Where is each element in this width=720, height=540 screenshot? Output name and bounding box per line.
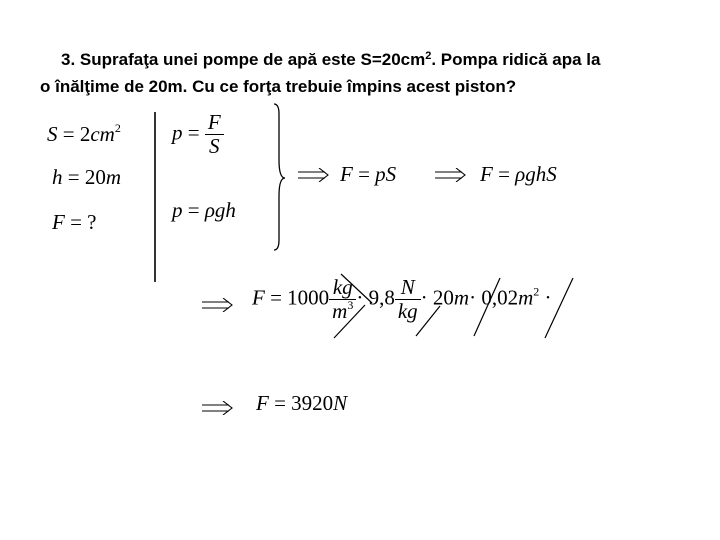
force-formula-1 bbox=[340, 164, 396, 185]
symbol: F bbox=[252, 285, 265, 310]
numeric-calculation bbox=[252, 277, 552, 322]
denominator: kg bbox=[397, 299, 418, 323]
value: · 9,8 bbox=[356, 285, 395, 310]
problem-line-2: o înălţime de 20m. Cu ce forţa trebuie împins acest piston? bbox=[40, 77, 517, 96]
unit: N bbox=[333, 391, 348, 415]
denominator: S bbox=[209, 134, 220, 158]
implies-arrow-icon bbox=[298, 168, 330, 182]
exponent: 2 bbox=[533, 284, 540, 299]
unit: cm bbox=[90, 122, 115, 146]
problem-text: 3. Suprafaţa unei pompe de apă este S=20cm bbox=[61, 50, 426, 69]
symbol: p bbox=[172, 198, 183, 222]
given-area bbox=[47, 121, 121, 146]
value: = 1000 bbox=[264, 285, 330, 310]
given-force bbox=[52, 212, 97, 233]
expression: ρgh bbox=[204, 198, 236, 222]
implies-arrow-icon bbox=[202, 298, 234, 312]
value: · 20 bbox=[420, 285, 454, 310]
symbol: F bbox=[340, 162, 353, 186]
symbol: h bbox=[52, 165, 63, 189]
problem-text: . Pompa ridică apa la bbox=[431, 50, 601, 69]
unit: m bbox=[105, 165, 122, 189]
equals: = bbox=[352, 162, 376, 186]
value: = ? bbox=[64, 210, 97, 234]
operator: · bbox=[539, 285, 552, 310]
value: = 20 bbox=[62, 165, 106, 189]
result bbox=[256, 393, 347, 414]
value: = 3920 bbox=[268, 391, 334, 415]
expression: ρghS bbox=[515, 162, 557, 186]
unit: m bbox=[518, 285, 534, 310]
unit: m bbox=[332, 299, 348, 323]
equals: = bbox=[492, 162, 516, 186]
expression: pS bbox=[375, 162, 397, 186]
symbol: F bbox=[480, 162, 493, 186]
symbol: F bbox=[256, 391, 269, 415]
symbol: F bbox=[52, 210, 65, 234]
exponent: 2 bbox=[114, 121, 121, 135]
fraction bbox=[205, 112, 224, 157]
fraction bbox=[329, 277, 356, 322]
denominator bbox=[329, 300, 356, 322]
hydrostatic-pressure bbox=[172, 200, 236, 221]
exponent: 3 bbox=[347, 298, 354, 312]
value: · 0,02 bbox=[469, 285, 519, 310]
equals: = bbox=[182, 198, 205, 222]
implies-arrow-icon bbox=[202, 401, 234, 415]
force-formula-2 bbox=[480, 164, 557, 185]
unit: m bbox=[453, 285, 470, 310]
fraction bbox=[395, 277, 421, 322]
value: = 2 bbox=[57, 122, 91, 146]
symbol: S bbox=[47, 122, 58, 146]
exponent: 2 bbox=[425, 50, 432, 62]
equals: = bbox=[182, 120, 200, 145]
given-height bbox=[52, 167, 121, 188]
pressure-definition bbox=[172, 112, 224, 157]
numerator: kg bbox=[329, 277, 356, 300]
numerator: F bbox=[205, 112, 224, 135]
numerator: N bbox=[395, 277, 421, 300]
symbol: p bbox=[172, 120, 183, 145]
implies-arrow-icon bbox=[435, 168, 467, 182]
